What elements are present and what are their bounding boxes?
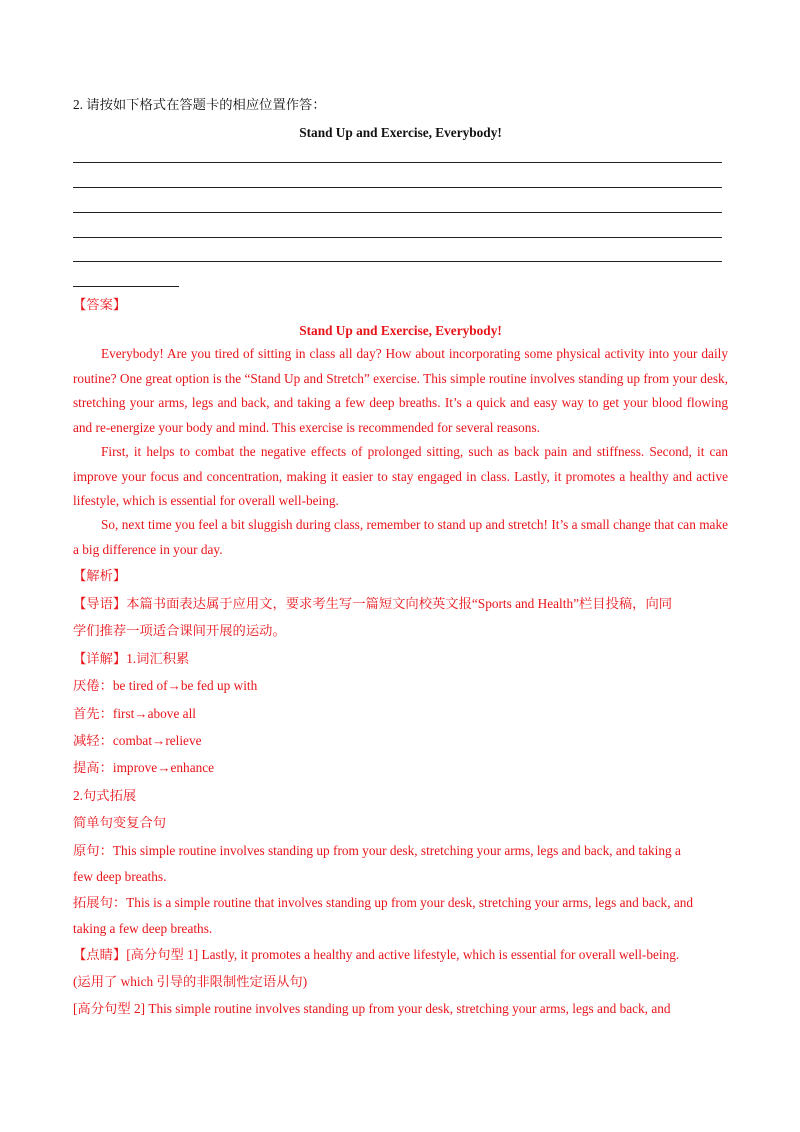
answer-title: Stand Up and Exercise, Everybody! [299, 323, 502, 338]
answer-tag: 【答案】 [73, 297, 127, 312]
expanded-sentence-line-1: 拓展句：This is a simple routine that involves standing up from your desk, stretching your arms, legs and back, and [73, 895, 694, 910]
sentence-heading: 2.句式拓展 [73, 788, 137, 803]
answer-line [73, 212, 722, 213]
vocab-item: 首先：first→above all [73, 706, 196, 721]
answer-line [73, 187, 722, 188]
vocab-item: 提高：improve→enhance [73, 760, 215, 775]
guide-line-2: 学们推荐一项适合课间开展的运动。 [73, 623, 286, 638]
vocab-item: 减轻：combat→relieve [73, 733, 202, 748]
answer-line [73, 162, 722, 163]
guide-tag: 【导语】 [73, 596, 127, 611]
answer-paragraph-1: Everybody! Are you tired of sitting in class all day? How about incorporating some physical activity into your daily routine? One great option is the “Stand Up and Stretch” exercise. This simple routine involves standing up from your desk, stretching your arms, legs and back, and taking a few deep breaths. It’s a quick and easy way to get your blood flowing and re-energize your body and mind. This exercise is recommended for several reasons. [73, 346, 728, 435]
question-title: Stand Up and Exercise, Everybody! [299, 125, 502, 140]
vocab-item: 厌倦：be tired of→be fed up with [73, 678, 258, 693]
sentence-subheading: 简单句变复合句 [73, 815, 167, 830]
original-sentence-line-1: 原句：This simple routine involves standing up from your desk, stretching your arms, legs and back, and taking a [73, 843, 681, 858]
tip-line-3: [高分句型 2] This simple routine involves standing up from your desk, stretching your arms, legs and back, and [73, 1001, 671, 1016]
detail-heading: 【详解】1.词汇积累 [73, 651, 190, 666]
detail-tag: 【详解】 [73, 651, 127, 666]
expanded-sentence-line-2: taking a few deep breaths. [73, 921, 213, 936]
analysis-tag: 【解析】 [73, 568, 127, 583]
tip-line-1: 【点睛】[高分句型 1] Lastly, it promotes a healthy and active lifestyle, which is essential for overall well-being. [73, 947, 680, 962]
answer-line-short [73, 286, 179, 287]
tip-tag: 【点睛】 [73, 947, 127, 962]
guide-line-1: 【导语】本篇书面表达属于应用文，要求考生写一篇短文向校英文报“Sports and Health”栏目投稿，向同 [73, 596, 673, 611]
answer-paragraph-3: So, next time you feel a bit sluggish during class, remember to stand up and stretch! It’s a small change that can make a big difference in your day. [73, 517, 728, 557]
original-sentence-line-2: few deep breaths. [73, 869, 167, 884]
answer-line [73, 261, 722, 262]
answer-paragraph-2: First, it helps to combat the negative effects of prolonged sitting, such as back pain and stiffness. Second, it can improve your focus and concentration, making it easier to stay engaged in class. Lastly, it promotes a healthy and active lifestyle, which is essential for overall well-being. [73, 444, 728, 508]
answer-line [73, 237, 722, 238]
tip-line-2: (运用了 which 引导的非限制性定语从句) [73, 974, 308, 989]
question-label: 2. 请按如下格式在答题卡的相应位置作答： [73, 97, 326, 112]
